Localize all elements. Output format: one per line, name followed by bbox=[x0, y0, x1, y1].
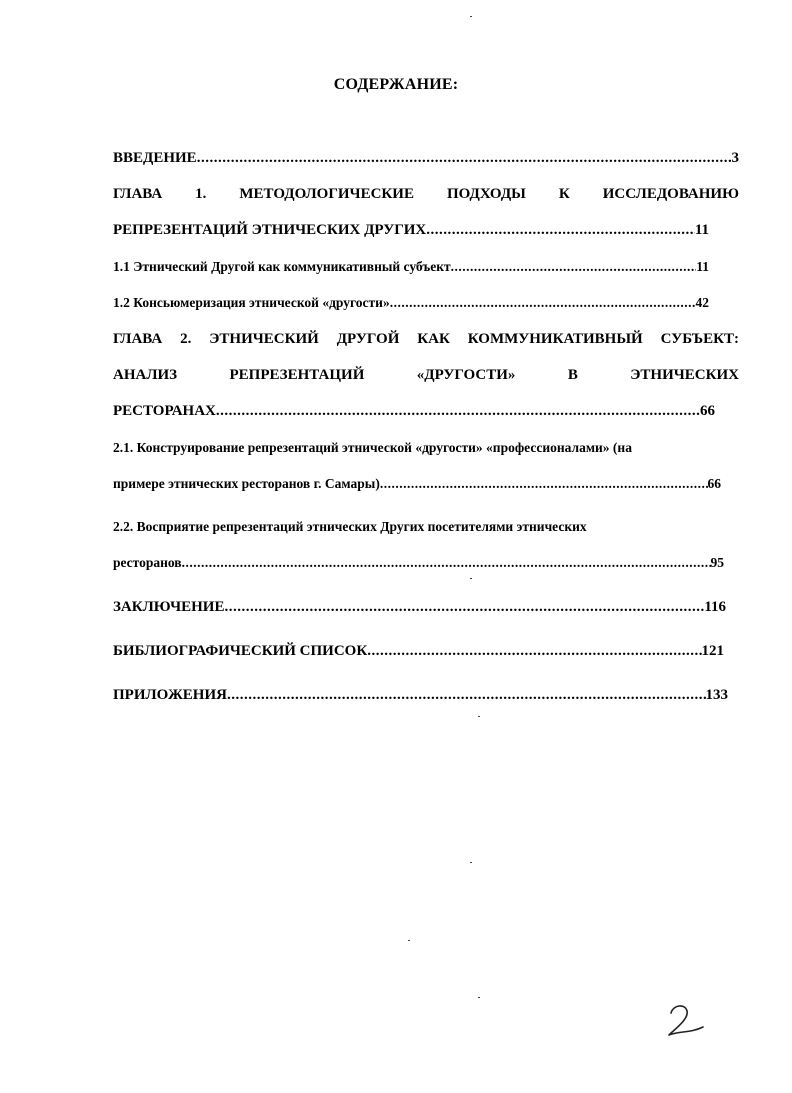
toc-entry-bibliography bbox=[113, 641, 724, 661]
toc-leader-dots bbox=[227, 685, 706, 705]
toc-page-number: 66 bbox=[700, 403, 715, 419]
toc-leader-dots bbox=[367, 641, 701, 661]
scan-speck bbox=[470, 16, 472, 17]
toc-chapter-2-heading: ГЛАВА 2. ЭТНИЧЕСКИЙ ДРУГОЙ КАК КОММУНИКАТИВНЫЙ СУБЪЕКТ: bbox=[113, 331, 739, 347]
page-title: СОДЕРЖАНИЕ: bbox=[333, 76, 459, 93]
toc-chapter-1-heading bbox=[113, 184, 739, 204]
heading-word: ПОДХОДЫ bbox=[446, 186, 526, 202]
heading-word: ГЛАВА bbox=[113, 186, 163, 202]
toc-entry-section-2-2 bbox=[113, 553, 724, 573]
toc-entry-label: ЗАКЛЮЧЕНИЕ bbox=[113, 599, 225, 615]
toc-leader-dots bbox=[216, 401, 700, 421]
toc-leader-dots bbox=[426, 220, 695, 240]
scan-speck bbox=[470, 862, 472, 863]
toc-page-number: 3 bbox=[731, 150, 739, 166]
toc-leader-dots bbox=[197, 148, 732, 168]
toc-entry-label: РЕСТОРАНАХ bbox=[113, 403, 216, 419]
toc-entry-conclusion bbox=[113, 597, 726, 617]
handwritten-page-number bbox=[665, 1003, 707, 1039]
heading-word: АНАЛИЗ bbox=[113, 367, 178, 383]
toc-entry-introduction bbox=[113, 148, 739, 168]
toc-entry-section-1-2 bbox=[113, 293, 709, 313]
toc-page-number: 42 bbox=[695, 295, 709, 310]
heading-word: К bbox=[558, 186, 570, 202]
toc-page-number: 121 bbox=[701, 643, 724, 659]
toc-page-number: 116 bbox=[704, 599, 726, 615]
toc-entry-label: ВВЕДЕНИЕ bbox=[113, 150, 197, 166]
scan-speck bbox=[408, 940, 410, 941]
toc-entry-label: БИБЛИОГРАФИЧЕСКИЙ СПИСОК bbox=[113, 643, 368, 659]
toc-leader-dots bbox=[380, 474, 708, 494]
heading-word: 1. bbox=[195, 186, 207, 202]
toc-entry-label: ПРИЛОЖЕНИЯ bbox=[113, 687, 227, 703]
toc-leader-dots bbox=[224, 597, 704, 617]
scan-speck bbox=[470, 578, 472, 579]
toc-entry-label: примере этнических ресторанов г. Самары) bbox=[113, 476, 380, 491]
toc-entry-section-2-2-line-1: 2.2. Восприятие репрезентаций этнических Других посетителями этнических bbox=[113, 519, 587, 534]
heading-word: «ДРУГОСТИ» bbox=[416, 367, 516, 383]
toc-page-number: 11 bbox=[696, 259, 709, 274]
toc-leader-dots bbox=[451, 257, 697, 277]
toc-page-number: 95 bbox=[710, 555, 724, 570]
heading-word: РЕПРЕЗЕНТАЦИЙ bbox=[229, 367, 365, 383]
toc-page-number: 133 bbox=[705, 687, 728, 703]
heading-word: МЕТОДОЛОГИЧЕСКИЕ bbox=[239, 186, 414, 202]
toc-page-number: 66 bbox=[707, 476, 721, 491]
toc-entry-label: ресторанов bbox=[113, 555, 182, 570]
toc-entry-section-2-1 bbox=[113, 474, 721, 494]
toc-leader-dots bbox=[390, 293, 696, 313]
toc-entry-section-1-1 bbox=[113, 257, 709, 277]
toc-chapter-2-heading-line-2 bbox=[113, 365, 739, 385]
toc-entry-label: 1.1 Этнический Другой как коммуникативный субъект bbox=[113, 259, 451, 274]
toc-entry-label: РЕПРЕЗЕНТАЦИЙ ЭТНИЧЕСКИХ ДРУГИХ bbox=[113, 222, 427, 238]
heading-word: ЭТНИЧЕСКИХ bbox=[630, 367, 739, 383]
heading-word: ИССЛЕДОВАНИЮ bbox=[602, 186, 739, 202]
toc-entry-section-2-1-line-1: 2.1. Конструирование репрезентаций этнической «другости» «профессионалами» (на bbox=[113, 440, 632, 455]
toc-entry-chapter-1 bbox=[113, 220, 709, 240]
toc-page-number: 11 bbox=[694, 222, 709, 238]
toc-entry-chapter-2 bbox=[113, 401, 715, 421]
scan-speck bbox=[478, 997, 480, 998]
toc-entry-appendix bbox=[113, 685, 728, 705]
toc-leader-dots bbox=[182, 553, 711, 573]
toc-entry-label: 1.2 Консьюмеризация этнической «другости» bbox=[113, 295, 390, 310]
scan-speck bbox=[478, 716, 480, 717]
heading-word: В bbox=[567, 367, 578, 383]
